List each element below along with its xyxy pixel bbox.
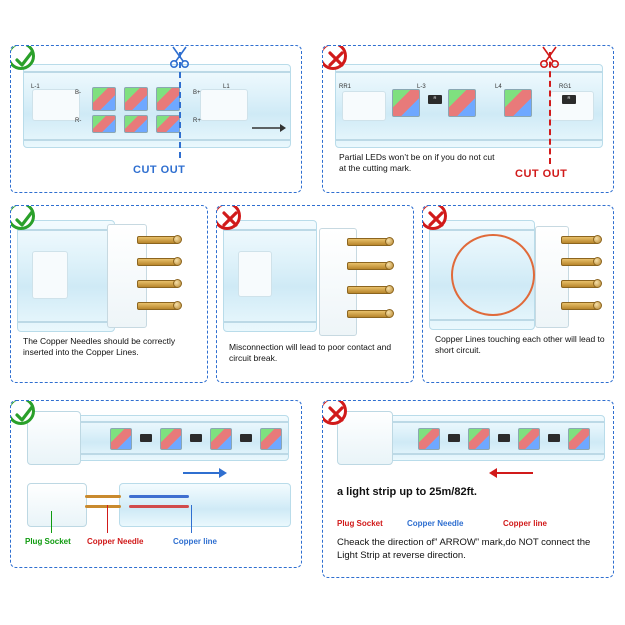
legend-pointer xyxy=(51,511,52,533)
pad-label: L-1 xyxy=(31,84,40,90)
cross-icon xyxy=(322,45,350,73)
panel-note: Copper Lines touching each other will lead to short circuit. xyxy=(435,334,605,356)
led-strip-graphic xyxy=(23,64,291,148)
legend-copper-line: Copper line xyxy=(173,537,218,546)
pad-label: L4 xyxy=(495,84,502,90)
panel-direction-correct xyxy=(10,400,302,568)
status-badge-wrong xyxy=(322,45,347,70)
arrow-left-icon xyxy=(489,467,533,479)
copper-needle-head xyxy=(593,279,602,288)
pad-label: L-3 xyxy=(417,84,426,90)
panel-note: Partial LEDs won’t be on if you do not cut at the cutting mark. xyxy=(339,152,495,174)
pad-label: B+ xyxy=(193,90,201,96)
copper-needle-detail xyxy=(85,505,121,508)
copper-needle-head xyxy=(173,257,182,266)
highlight-ellipse xyxy=(451,234,535,316)
pad-label: R+ xyxy=(193,118,201,124)
copper-needle-detail xyxy=(85,495,121,498)
status-badge-wrong xyxy=(422,205,447,230)
status-badge-wrong xyxy=(216,205,241,230)
led-strip-graphic xyxy=(75,415,289,461)
copper-line-detail xyxy=(129,495,189,498)
led-strip-end xyxy=(223,220,317,332)
copper-needle-head xyxy=(173,279,182,288)
cross-icon xyxy=(322,400,350,428)
panel-short-circuit-wrong xyxy=(422,205,614,383)
pad-label: RR1 xyxy=(339,84,352,90)
legend-pointer xyxy=(107,505,108,533)
check-icon xyxy=(10,400,38,428)
led-chip xyxy=(160,428,182,450)
legend-pointer xyxy=(191,505,192,533)
solder-pad xyxy=(32,89,80,121)
direction-arrow-icon xyxy=(252,123,286,133)
panel-note: The Copper Needles should be correctly inserted into the Copper Lines. xyxy=(23,336,176,358)
led-chip xyxy=(260,428,282,450)
pad-label: B- xyxy=(75,90,81,96)
panel-needles-correct xyxy=(10,205,208,383)
legend-plug-socket: Plug Socket xyxy=(337,519,383,528)
led-chip xyxy=(568,428,590,450)
status-badge-correct xyxy=(10,400,35,425)
panel-note: Cheack the direction of” ARROW” mark,do NOT connect the Light Strip at reverse direction. xyxy=(337,537,591,561)
led-chip xyxy=(92,87,116,111)
led-chip xyxy=(468,428,490,450)
led-chip xyxy=(210,428,232,450)
pad-label: R- xyxy=(75,118,82,124)
resistor-chip: R xyxy=(562,95,576,104)
resistor-chip: R xyxy=(428,95,442,104)
length-limit-headline: a light strip up to 25m/82ft. xyxy=(337,486,477,498)
cut-out-caption: CUT OUT xyxy=(515,168,568,180)
copper-needle-head xyxy=(385,237,394,246)
solder-pad xyxy=(342,91,386,121)
led-chip xyxy=(156,87,180,111)
copper-needle-head xyxy=(385,285,394,294)
led-chip xyxy=(110,428,132,450)
legend-copper-line: Copper line xyxy=(503,519,548,528)
resistor-chip xyxy=(548,434,560,442)
panel-misconnection-wrong xyxy=(216,205,414,383)
copper-needle-head xyxy=(173,301,182,310)
legend-plug-socket: Plug Socket xyxy=(25,537,71,546)
scissors-icon xyxy=(167,45,193,70)
resistor-chip xyxy=(190,434,202,442)
panel-cut-out-wrong xyxy=(322,45,614,193)
cut-out-caption: CUT OUT xyxy=(133,164,186,176)
check-icon xyxy=(10,45,38,73)
pad-label: RG1 xyxy=(559,84,572,90)
copper-needle-head xyxy=(173,235,182,244)
led-strip-end xyxy=(17,220,115,332)
led-strip-graphic xyxy=(335,64,603,148)
resistor-chip xyxy=(240,434,252,442)
solder-pad xyxy=(200,89,248,121)
led-chip xyxy=(156,115,180,133)
panel-cut-out-correct xyxy=(10,45,302,193)
led-chip xyxy=(448,89,476,117)
plug-socket-detail xyxy=(27,483,87,527)
status-badge-correct xyxy=(10,205,35,230)
pad-label: L1 xyxy=(223,84,230,90)
scissors-icon xyxy=(537,45,563,70)
check-icon xyxy=(10,205,38,233)
copper-needle-head xyxy=(385,261,394,270)
resistor-chip xyxy=(448,434,460,442)
led-chip xyxy=(518,428,540,450)
solder-pad xyxy=(32,251,68,299)
copper-needle-head xyxy=(593,235,602,244)
panel-direction-wrong xyxy=(322,400,614,578)
led-chip xyxy=(124,115,148,133)
resistor-chip xyxy=(140,434,152,442)
arrow-right-icon xyxy=(183,467,227,479)
legend-copper-needle: Copper Needle xyxy=(87,537,144,546)
led-strip-graphic xyxy=(387,415,605,461)
cross-icon xyxy=(422,205,450,233)
led-chip xyxy=(392,89,420,117)
copper-line-detail xyxy=(129,505,189,508)
copper-needle-head xyxy=(593,301,602,310)
led-chip xyxy=(418,428,440,450)
copper-needle-head xyxy=(385,309,394,318)
copper-needle-head xyxy=(593,257,602,266)
led-chip xyxy=(504,89,532,117)
led-chip xyxy=(124,87,148,111)
led-chip xyxy=(92,115,116,133)
cross-icon xyxy=(216,205,244,233)
legend-copper-needle: Copper Needle xyxy=(407,519,464,528)
status-badge-correct xyxy=(10,45,35,70)
solder-pad xyxy=(238,251,272,297)
status-badge-wrong xyxy=(322,400,347,425)
resistor-chip xyxy=(498,434,510,442)
panel-note: Misconnection will lead to poor contact and circuit break. xyxy=(229,342,392,364)
